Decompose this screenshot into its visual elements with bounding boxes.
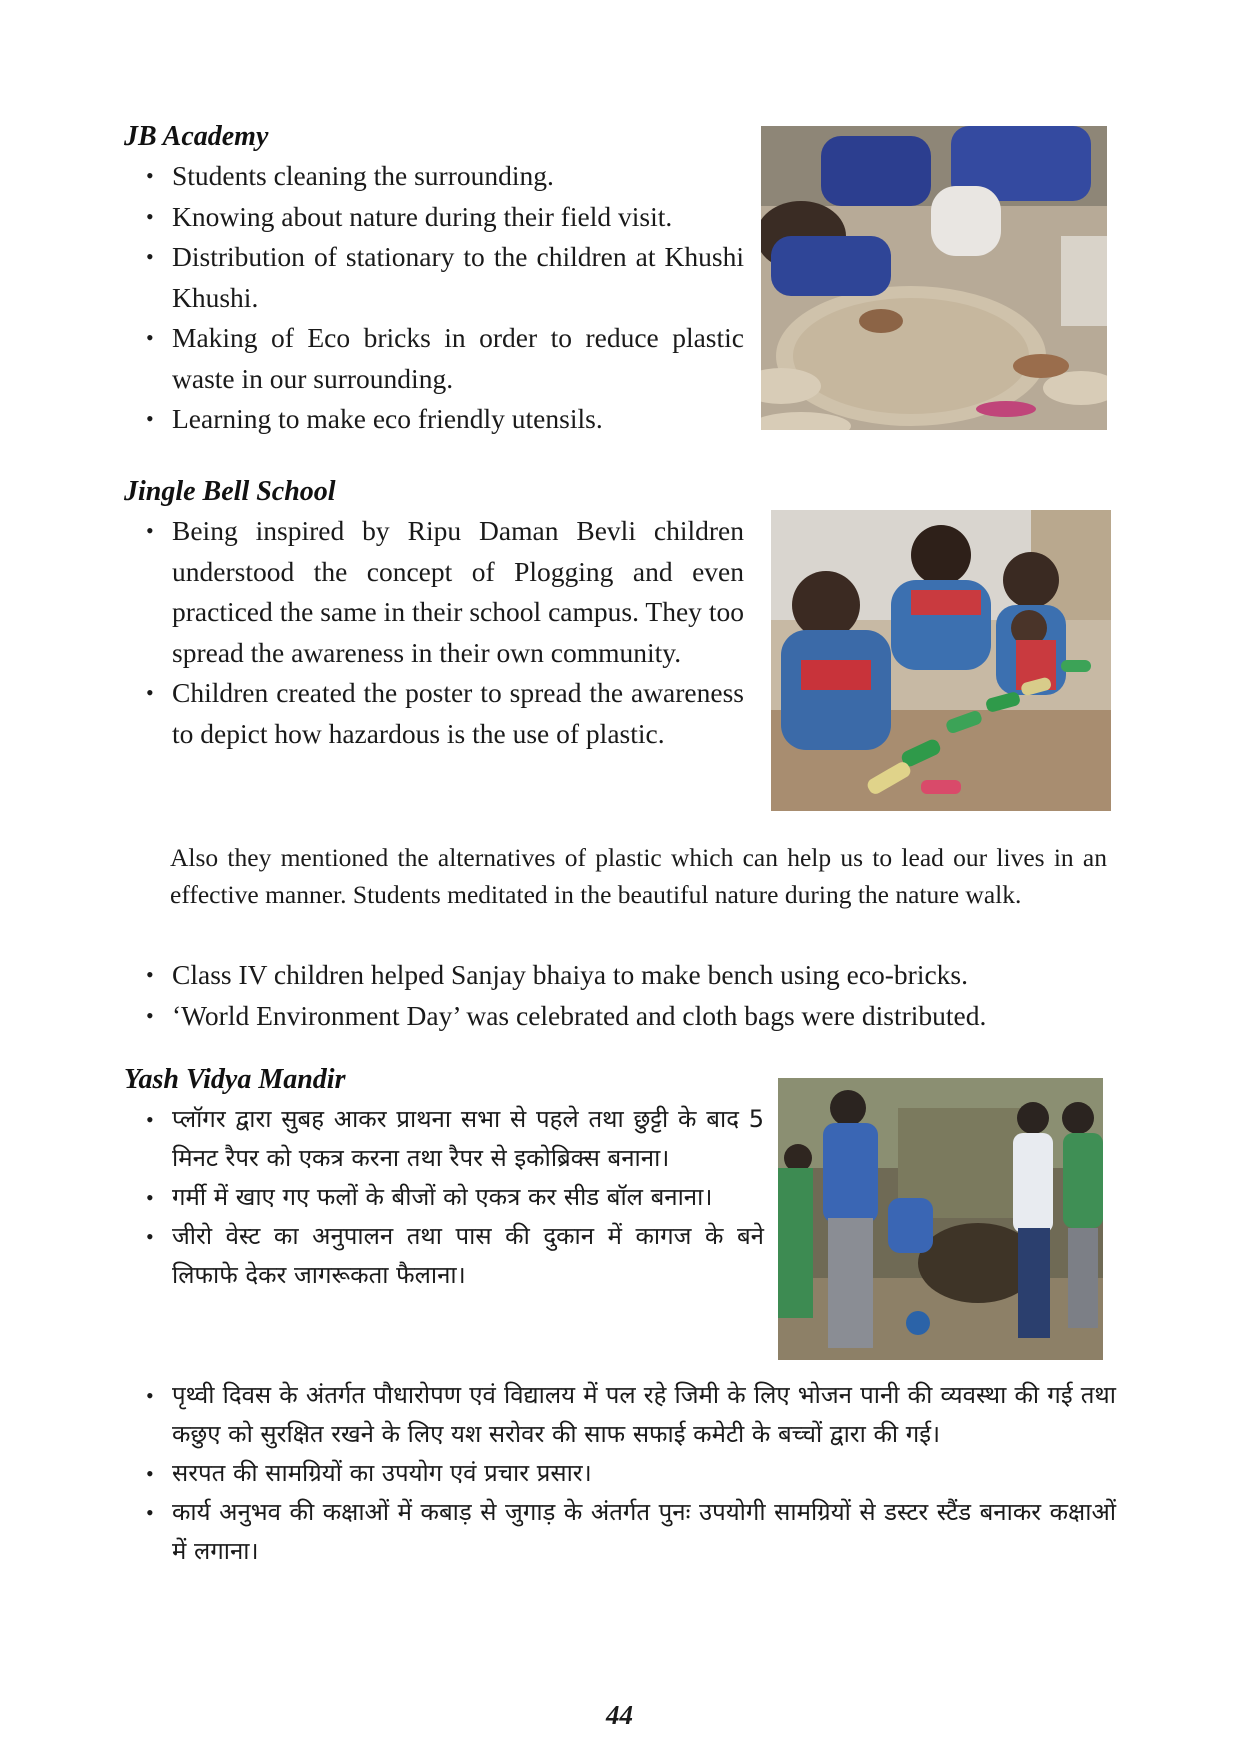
list-item: • Children created the poster to spread the awareness to depict how hazardous is the use of plastic. [124, 673, 744, 754]
list-item: • Being inspired by Ripu Daman Bevli children understood the concept of Plogging and even practiced the same in their school campus. They too spread the awareness in their own community. [124, 511, 744, 673]
jb-academy-photo [761, 126, 1107, 430]
yash-vidya-bullets-after [124, 1376, 1116, 1571]
jingle-bell-bullets-after [124, 955, 1124, 1036]
yash-vidya-photo [778, 1078, 1103, 1360]
jingle-bell-bullets [124, 511, 744, 754]
list-item: • Class IV children helped Sanjay bhaiya to make bench using eco-bricks. [124, 955, 1124, 996]
jingle-bell-paragraph: Also they mentioned the alternatives of plastic which can help us to lead our lives in an effective manner. Students meditated in the beautiful nature during the nature walk. [170, 843, 1107, 909]
list-item: • ‘World Environment Day’ was celebrated and cloth bags were distributed. [124, 996, 1124, 1037]
list-item: • कार्य अनुभव की कक्षाओं में कबाड़ से जुगाड़ के अंतर्गत पुनः उपयोगी सामग्रियों से डस्टर स्टैंड बनाकर कक्षाओं में लगाना। [124, 1493, 1116, 1571]
list-item: • जीरो वेस्ट का अनुपालन तथा पास की दुकान में कागज के बने लिफाफे देकर जागरूकता फैलाना। [124, 1217, 764, 1295]
list-item: • Making of Eco bricks in order to reduce plastic waste in our surrounding. [124, 318, 744, 399]
list-item: • Students cleaning the surrounding. [124, 156, 744, 197]
list-item: • Learning to make eco friendly utensils. [124, 399, 744, 440]
list-item: • Knowing about nature during their field visit. [124, 197, 744, 238]
yash-vidya-bullets [124, 1100, 764, 1295]
section-title-yash-vidya-mandir: Yash Vidya Mandir [124, 1064, 346, 1095]
section-title-jingle-bell-school: Jingle Bell School [124, 476, 336, 507]
list-item: • प्लॉगर द्वारा सुबह आकर प्राथना सभा से पहले तथा छुट्टी के बाद 5 मिनट रैपर को एकत्र करना तथा रैपर से इकोब्रिक्स बनाना। [124, 1100, 764, 1178]
list-item: • सरपत की सामग्रियों का उपयोग एवं प्रचार प्रसार। [124, 1454, 1116, 1493]
list-item: • पृथ्वी दिवस के अंतर्गत पौधारोपण एवं विद्यालय में पल रहे जिमी के लिए भोजन पानी की व्यवस्था की गई तथा कछुए को सुरक्षित रखने के लिए यश सरोवर की साफ सफाई कमेटी के बच्चों द्वारा की गई। [124, 1376, 1116, 1454]
jingle-bell-photo [771, 510, 1111, 811]
section-title-jb-academy: JB Academy [124, 121, 269, 152]
list-item: • गर्मी में खाए गए फलों के बीजों को एकत्र कर सीड बॉल बनाना। [124, 1178, 764, 1217]
page-number: 44 [606, 1700, 633, 1730]
list-item: • Distribution of stationary to the children at Khushi Khushi. [124, 237, 744, 318]
jb-academy-bullets [124, 156, 744, 440]
